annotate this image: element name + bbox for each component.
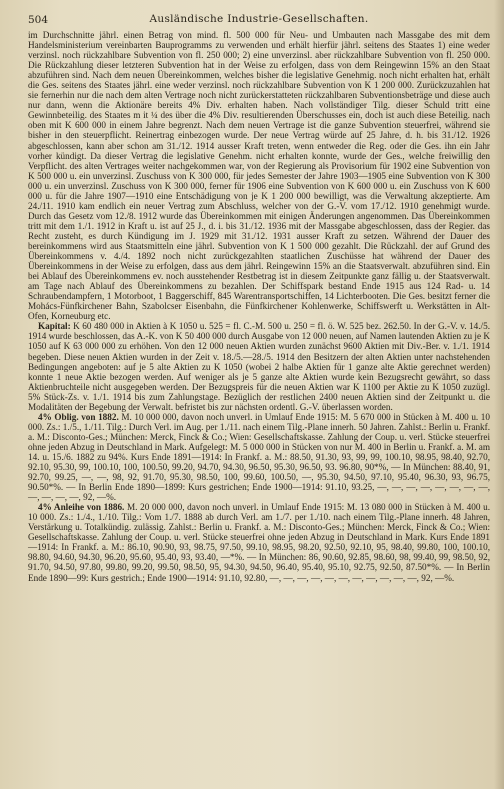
section-label-anleihe-1886: 4% Anleihe von 1886.	[38, 502, 125, 513]
body-text	[28, 30, 490, 583]
paragraph-intro	[28, 30, 490, 321]
running-title: Ausländische Industrie-Gesellschaften.	[149, 13, 369, 25]
paragraph-text: M. 20 000 000, davon noch unverl. in Umlauf Ende 1915: M. 13 080 000 in Stücken à M. 400 u. 10 000. Zs.: 1./4., 1./10. Tilg.: Vom 1./7. 1888 ab durch Verl. am 1./7. per 1./10. nach einem Tilg.-Plane innerh. 48 Jahren, Verstärkung u. Totalkündig. zulässig. Zahlst.: Berlin u. Frankf. a. M.: Disconto-Ges.; München: Merck, Finck & Co.; Wien: Gesellschaftskasse. Zahlung der Coup. u. verl. Stücke steuerfrei ohne jeden Abzug in Deutschland in Mark. Kurs Ende 1891—1914: In Frankf. a. M.: 86.10, 90.90, 93, 98.75, 97.50, 99.10, 98.95, 98.20, 92.50, 92.10, 95, 98.40, 99.80, 100, 100.10, 98.80, 94.60, 94.30, 96.20, 95.60, 95.40, 93, 93.40, —*%. — In München: 86, 90.60, 92.85, 98.60, 98, 99.40, 99, 98.50, 92, 91.70, 94.50, 97.80, 99.80, 99.20, 99.50, 98.50, 95, 94.30, 94.50, 96.40, 95.40, 95.10, 92.75, 92.50, 87.50*%. — In Berlin Ende 1890—99: Kurs gestrich.; Ende 1900—1914: 91.10, 92.80, —, —, —, —, —, —, —, —, —, —, —, 92, —%.	[28, 502, 491, 583]
page-number: 504	[28, 14, 49, 26]
page-header	[28, 8, 490, 30]
section-label-kapital: Kapital:	[38, 321, 71, 332]
section-label-oblig-1882: 4% Oblig. von 1882.	[38, 411, 119, 422]
paragraph-anleihe-1886	[28, 502, 490, 582]
paragraph-kapital	[28, 321, 490, 411]
paragraph-oblig-1882	[28, 412, 490, 502]
page-edge-shadow	[494, 0, 504, 789]
paragraph-text: K 60 480 000 in Aktien à K 1050 u. 525 = fl. C.-M. 500 u. 250 = fl. ö. W. 525 bez. 262.50. In der G.-V. v. 14./5. 1914 wurde beschlossen, das A.-K. von K 50 400 000 durch Ausgabe von 12 000 neuen, auf Namen lautenden Aktien zu je K 1050 auf K 63 000 000 zu erhöhen. Von den 12 000 neuen Aktien wurden zunächst 9600 Aktien mit Div.-Ber. v. 1./1. 1914 begeben. Diese neuen Aktien wurden in der Zeit v. 18./5.—28./5. 1914 den Besitzern der alten Aktien unter nachstehenden Bedingungen angeboten: auf je 5 alte Aktien zu K 1050 (wobei 2 halbe Aktien für 1 ganze alte Aktie gerechnet werden) konnte 1 neue Aktie bezogen werden. Auf weniger als je 5 ganze alte Aktien wurde kein Bezugsrecht gewährt, so dass Aktienbruchteile nicht ausgegeben werden. Der Bezugspreis für die neuen Aktien war K 1100 per Aktie zu K 1050 zuzügl. 5% Stück-Zs. v. 1./1. 1914 bis zum Zahlungstage. Bezüglich der restlichen 2400 neuen Aktien sind der Zeitpunkt u. die Modalitäten der Begebung der Verwalt. befristet bis zur nächsten ordentl. G.-V. überlassen worden.	[28, 321, 490, 412]
paragraph-text: M. 10 000 000, davon noch unverl. in Umlauf Ende 1915: M. 5 670 000 in Stücken à M. 400 u. 10 000. Zs.: 1./5., 1./11. Tilg.: Durch Verl. im Aug. per 1./11. nach einem Tilg.-Plane innerh. 50 Jahren. Zahlst.: Berlin u. Frankf. a. M.: Disconto-Ges.; München: Merck, Finck & Co.; Wien: Gesellschaftskasse. Zahlung der Coup. u. verl. Stücke steuerfrei ohne jeden Abzug in Deutschland in Mark. Aufgelegt: M. 5 000 000 in Stücken von nur M. 400 in Berlin u. Frankf. a. M. am 14. u. 15./6. 1882 zu 94%. Kurs Ende 1891—1914: In Frankf. a. M.: 88.50, 91.30, 93, 99, 99, 100.10, 98.95, 98.40, 92.70, 92.10, 95.30, 99, 100.10, 100, 100.50, 99.20, 94.70, 94.30, 96.50, 95.30, 96.50, 93. 96.80, 90*%, — In München: 88.40, 91, 92.70, 99.25, —, —, 98, 92, 91.70, 95.30, 98.50, 100, 99.60, 100.50, —, 95.30, 94.50, 97.10, 95.40, 96.30, 93, 96.75, 90.50*%. — In Berlin Ende 1890—1899: Kurs gestrichen; Ende 1900—1914: 91.10, 93.25, —, —, —, —, —, —, —, —, —, —, —, —, 92, —%.	[28, 411, 490, 503]
paragraph-text: im Durchschnitte jährl. einen Betrag von mind. fl. 500 000 für Neu- und Umbauten nach Massgabe des mit dem Handelsministerium vereinbarten Bauprogramms zu verwenden und erhält hierfür jährl. seitens des Staates 1) eine weder verzinsl. noch rückzahlbare Subvention von fl. 250 000; 2) eine unverzinsl. aber rückzahlbare Subvention von fl. 250 000. Die Rückzahlung dieser letzteren Subvention hat in der Weise zu erfolgen, dass von dem Reingewinn 15% an den Staat abzuführen sind. Nach dem neuen Übereinkommen, welches bisher die legislative Genehmig. noch nicht erhalten hat, erhält die Ges. seitens des Staates jährl. eine weder verzinsl. noch rückzahlbare Subvention von K 1 200 000. Zurückzuzahlen hat sie fernerhin nur die nach dem alten Vertrage noch nicht zurückerstatteten rückzahlbaren Subventionsbeträge und diese auch nur dann, wenn die Aktionäre bereits 4% Div. erhalten haben. Nach vollständiger Tilg. dieser Schuld tritt eine Gewinnbeteilig. des Staates m it ¼ des über die 4% Div. resultierenden Überschusses ein, doch ist auch diese Beteilig. nach oben mit K 600 000 in einem Jahre begrenzt. Nach dem neuen Vertrage ist die ganze Subvention steuerfrei, während sie bisher in den steuerpflicht. Reinertrag einbezogen wurde. Der neue Vertrag würde auf 25 Jahre, d. h. bis 31./12. 1926 abgeschlossen, kann aber schon am 31./12. 1914 ausser Kraft treten, wenn entweder die Reg. oder die Ges. ihn ein Jahr vorher kündigt. Da dieser Vertrag die legislative Genehm. nicht erhalten konnte, wurde der Ges., welche freiwillig den Verpflicht. des alten Vertrages weiter nachgekommen war, von der Regierung als Provisorium für 1902 eine Subvention von K 500 000 u. ein unverzinsl. Zuschuss von K 300 000, für jedes Semester der Jahre 1903—1905 eine Subvention von K 300 000 u. ein unverzinsl. Zuschuss von K 300 000, ferner für 1906 eine Subvention von K 600 000 u. ein Zuschuss von K 600 000 u. für die Jahre 1907—1910 eine Entschädigung von je K 1 200 000 bewilligt, was die Verwaltung akzeptierte. Am 24./11. 1910 kam endlich ein neuer Vertrag zum Abschluss, welcher von der G.-V. vom 17./12. 1910 genehmigt wurde. Durch das Gesetz vom 12./8. 1912 wurde das Übereinkommen mit einigen Änderungen angenommen. Das Übereinkommen tritt mit dem 1./1. 1912 in Kraft u. ist auf 25 J., d. i. bis 31./12. 1936 mit der Massgabe abgeschlossen, dass der Regier. das Recht zusteht, es durch Kündigung im J. 1929 mit 31./12. 1931 ausser Kraft zu setzen. Während der Dauer des bereinkommens wird aus Staatsmitteln eine jährl. Subvention von K 1 500 000 gezahlt. Die Rückzahl. der auf Grund des Übereinkommens v. 4./4. 1892 noch nicht zurückgezahlten staatlichen Zuschüsse hat während der Dauer des Übereinkommens in der Weise zu erfolgen, dass aus dem jährl. Reingewinn 15% an die Staatsverwalt. abzuführen sind. Ein bei Ablauf des Übereinkommens ev. noch ausstehender Restbetrag ist in diesem Zeitpunkte ganz fällig u. der Staatsverwalt. am Tage nach Ablauf des Übereinkommens zu bezahlen. Der Schiffspark bestand Ende 1915 aus 124 Rad- u. 14 Schraubendampfern, 1 Motorboot, 1 Baggerschiff, 845 Warentransportschiffen, 14 Lichterbooten. Die Ges. besitzt ferner die Mohács-Fünfkirchener Bahn, Szabolcser Eisenbahn, die Fünfkirchener Kohlenwerke, Schiffswerft u. Werkstätten in Alt-Ofen, Korneuburg etc.	[28, 30, 490, 322]
